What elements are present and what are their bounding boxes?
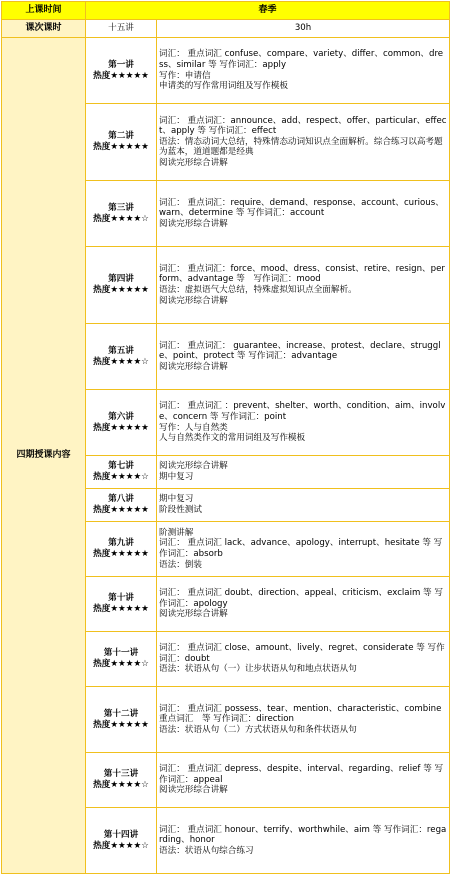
lecture-name: 第七讲 <box>108 461 134 471</box>
content-line: 写作：人与自然类 <box>159 422 228 433</box>
hours-label: 课次课时 <box>2 20 86 38</box>
content-line: 词汇： 重点词汇 ：prevent、shelter、worth、condition、aim、involve、concern 等 写作词汇：point <box>159 401 446 422</box>
lecture-cell <box>86 522 157 577</box>
lecture-cell <box>86 687 157 753</box>
content-line: 词汇： 重点词汇 doubt、direction、appeal、criticism、exclaim 等 写作词汇：apology <box>159 588 443 609</box>
content-line: 语法：倒装 <box>159 559 202 570</box>
lecture-content <box>157 181 450 247</box>
time-label: 上课时间 <box>2 2 86 20</box>
section-label: 四期授课内容 <box>2 38 86 874</box>
content-line: 词汇： 重点词汇 lack、advance、apology、interrupt、hesitate 等 写作词汇：absorb <box>159 538 443 559</box>
content-line: 阅读完形综合讲解 <box>159 461 228 472</box>
content-line: 词汇： 重点词汇：require、demand、response、account、curious、warn、determine 等 写作词汇：account <box>159 197 444 219</box>
lecture-heat: 热度★★★★★ <box>93 719 149 730</box>
hours-row <box>2 20 450 38</box>
lecture-name: 第三讲 <box>108 202 134 213</box>
lecture-cell <box>86 456 157 489</box>
lecture-name: 第十一讲 <box>103 648 139 658</box>
lecture-content <box>157 489 450 522</box>
lecture-name: 第一讲 <box>108 59 134 70</box>
content-line: 期中复习 <box>159 494 194 505</box>
lecture-name: 第二讲 <box>108 131 134 141</box>
content-line: 阶测讲解 <box>159 527 194 538</box>
lecture-content <box>157 247 450 324</box>
lecture-heat: 热度★★★★☆ <box>93 213 149 224</box>
lecture-name: 第九讲 <box>108 538 134 548</box>
lecture-content <box>157 104 450 181</box>
lecture-content <box>157 522 450 577</box>
lecture-cell <box>86 632 157 687</box>
lecture-heat: 热度★★★★★ <box>93 285 149 295</box>
content-line: 词汇： 重点词汇 close、amount、lively、regret、considerate 等 写作词汇：doubt <box>159 643 445 664</box>
content-line: 词汇： 重点词汇 depress、despite、interval、regarding、relief 等 写作词汇：appeal <box>159 764 444 785</box>
content-line: 阅读完形综合讲解 <box>159 295 228 306</box>
content-line: 语法：状语从句（二）方式状语从句和条件状语从句 <box>159 724 357 735</box>
content-line: 词汇： 重点词汇 confuse、compare、variety、differ、common、dress、similar 等 写作词汇：apply <box>159 49 444 70</box>
lecture-heat: 热度★★★★★ <box>93 142 149 152</box>
lecture-heat: 热度★★★★★ <box>93 604 149 614</box>
content-line: 词汇： 重点词汇 possess、tear、mention、characteristic、combine 重点词汇 等 写作词汇：direction <box>159 703 442 725</box>
content-line: 语法：情态动词大总结，特殊情态动词知识点全面解析。综合练习以高考题为蓝本，道道题都是经典 <box>159 136 443 158</box>
lecture-name: 第六讲 <box>108 411 134 422</box>
lecture-content <box>157 38 450 104</box>
content-line: 词汇： 重点词汇：announce、add、respect、offer、particular、effect、apply 等 写作词汇：effect <box>159 115 447 137</box>
lecture-cell <box>86 181 157 247</box>
lecture-cell <box>86 489 157 522</box>
lecture-name: 第四讲 <box>108 274 134 284</box>
content-line: 阅读完形综合讲解 <box>159 785 228 796</box>
lecture-name: 第十四讲 <box>103 829 139 840</box>
content-line: 词汇： 重点词汇： guarantee、increase、protest、declare、struggle、point、protect 等 写作词汇：advantage <box>159 340 441 362</box>
lecture-content <box>157 808 450 874</box>
lecture-content <box>157 390 450 456</box>
content-line: 申请类的写作常用词组及写作模板 <box>159 81 288 92</box>
lecture-content <box>157 632 450 687</box>
lecture-cell <box>86 390 157 456</box>
lecture-name: 第十二讲 <box>103 708 139 719</box>
lecture-cell <box>86 104 157 181</box>
total-hours: 30h <box>157 20 450 38</box>
lecture-content <box>157 577 450 632</box>
content-line: 语法：虚拟语气大总结，特殊虚拟知识点全面解析。 <box>159 285 357 295</box>
lecture-content <box>157 456 450 489</box>
content-line: 语法：状语从句（一）让步状语从句和地点状语从句 <box>159 664 357 675</box>
lecture-content <box>157 324 450 390</box>
lecture-heat: 热度★★★★☆ <box>93 472 149 482</box>
content-line: 阅读完形综合讲解 <box>159 609 228 620</box>
lecture-heat: 热度★★★★★ <box>93 70 149 81</box>
season-label: 春季 <box>86 2 450 20</box>
lecture-heat: 热度★★★★☆ <box>93 356 149 367</box>
lecture-name: 第十三讲 <box>103 769 139 779</box>
lecture-cell <box>86 247 157 324</box>
schedule-table <box>1 1 450 874</box>
lecture-cell <box>86 753 157 808</box>
lecture-row <box>2 38 450 104</box>
lecture-cell <box>86 38 157 104</box>
lecture-heat: 热度★★★★★ <box>93 549 149 559</box>
lecture-heat: 热度★★★★☆ <box>93 659 149 669</box>
lecture-heat: 热度★★★★★ <box>93 422 149 433</box>
lecture-content <box>157 753 450 808</box>
content-line: 语法：状语从句综合练习 <box>159 845 254 856</box>
lecture-name: 第五讲 <box>108 345 134 356</box>
lecture-heat: 热度★★★★☆ <box>93 840 149 851</box>
content-line: 期中复习 <box>159 472 194 482</box>
content-line: 写作：申请信 <box>159 70 211 81</box>
lecture-count: 十五讲 <box>86 20 157 38</box>
lecture-cell <box>86 577 157 632</box>
content-line: 词汇： 重点词汇 honour、terrify、worthwhile、aim 等 写作词汇：regarding、honor <box>159 824 447 846</box>
schedule-body <box>2 2 450 874</box>
content-line: 阅读完形综合讲解 <box>159 218 228 229</box>
lecture-heat: 热度★★★★☆ <box>93 780 149 790</box>
content-line: 人与自然类作文的常用词组及写作模板 <box>159 433 306 444</box>
content-line: 词汇： 重点词汇：force、mood、dress、consist、retire、resign、perform、advantage 等 写作词汇：mood <box>159 263 445 285</box>
content-line: 阅读完形综合讲解 <box>159 361 228 372</box>
lecture-name: 第十讲 <box>108 593 134 603</box>
content-line: 阶段性测试 <box>159 505 202 515</box>
lecture-content <box>157 687 450 753</box>
lecture-cell <box>86 808 157 874</box>
lecture-name: 第八讲 <box>108 494 134 504</box>
lecture-cell <box>86 324 157 390</box>
content-line: 阅读完形综合讲解 <box>159 157 228 168</box>
lecture-heat: 热度★★★★★ <box>93 505 149 515</box>
header-row <box>2 2 450 20</box>
